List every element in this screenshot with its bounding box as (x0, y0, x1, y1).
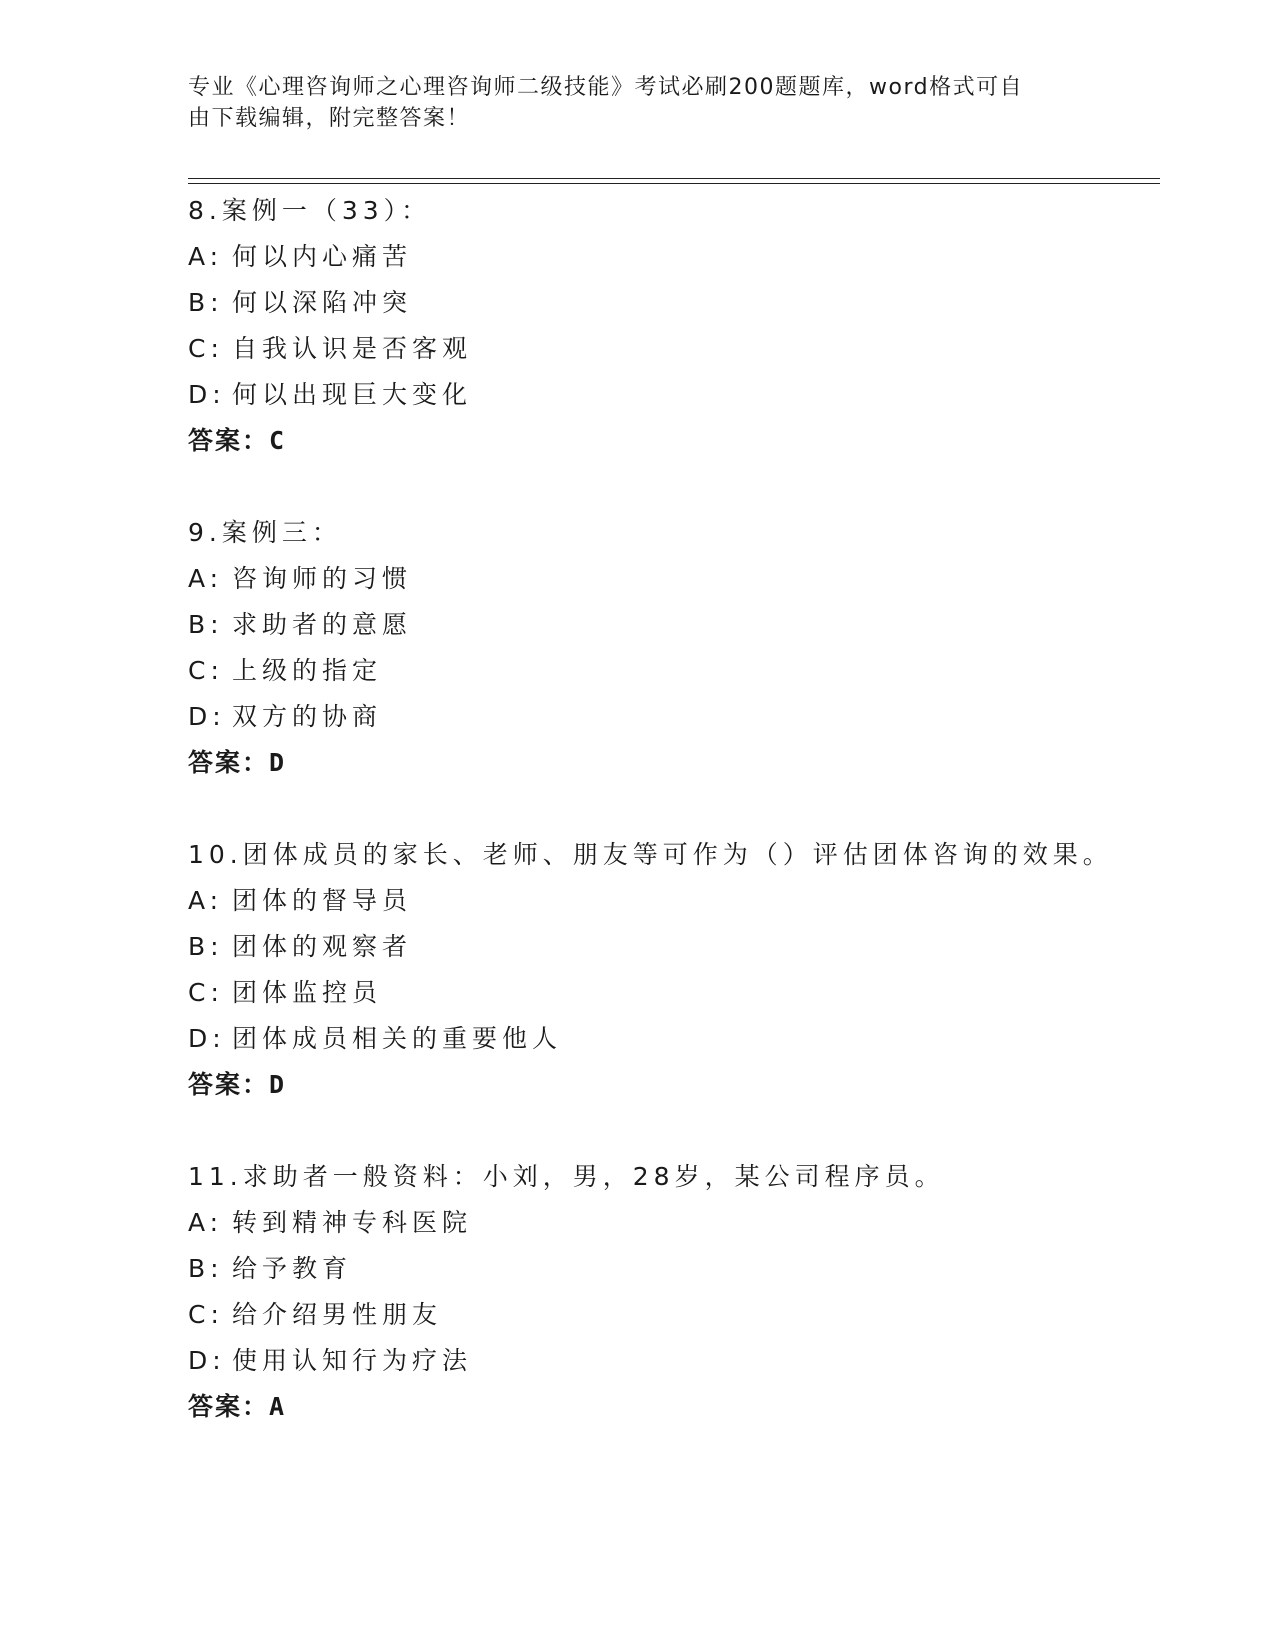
option-text: 团体的观察者 (232, 932, 413, 961)
question-stem: 10.团体成员的家长、老师、朋友等可作为（）评估团体咨询的效果。 (188, 840, 1113, 869)
question-10 (188, 832, 1160, 1108)
option-d (188, 1016, 1160, 1062)
option-letter: B: (188, 1254, 224, 1283)
option-b (188, 602, 1160, 648)
option-text: 何以出现巨大变化 (232, 380, 473, 409)
option-text: 咨询师的习惯 (232, 564, 413, 593)
option-a (188, 556, 1160, 602)
option-letter: B: (188, 610, 224, 639)
option-a (188, 878, 1160, 924)
option-text: 何以内心痛苦 (232, 242, 413, 271)
option-letter: A: (188, 564, 224, 593)
question-stem: 9.案例三： (188, 518, 342, 547)
option-letter: A: (188, 886, 224, 915)
option-text: 求助者的意愿 (232, 610, 413, 639)
option-d (188, 694, 1160, 740)
option-letter: B: (188, 288, 224, 317)
option-d (188, 372, 1160, 418)
answer-line: 答案：D (188, 748, 287, 777)
option-d (188, 1338, 1160, 1384)
option-text: 转到精神专科医院 (232, 1208, 473, 1237)
option-letter: A: (188, 242, 224, 271)
option-b (188, 1246, 1160, 1292)
option-text: 自我认识是否客观 (232, 334, 473, 363)
option-letter: C: (188, 978, 224, 1007)
question-stem: 11.求助者一般资料：小刘，男，28岁，某公司程序员。 (188, 1162, 945, 1191)
option-letter: D: (188, 380, 226, 409)
option-text: 团体监控员 (232, 978, 383, 1007)
option-text: 团体的督导员 (232, 886, 413, 915)
option-letter: C: (188, 334, 224, 363)
document-header (188, 72, 1088, 134)
question-11 (188, 1154, 1160, 1430)
option-c (188, 970, 1160, 1016)
option-a (188, 234, 1160, 280)
option-letter: C: (188, 1300, 224, 1329)
option-text: 使用认知行为疗法 (232, 1346, 473, 1375)
answer-line: 答案：A (188, 1392, 287, 1421)
question-list (188, 188, 1160, 1476)
option-a (188, 1200, 1160, 1246)
option-letter: D: (188, 1346, 226, 1375)
option-c (188, 648, 1160, 694)
option-letter: B: (188, 932, 224, 961)
option-letter: C: (188, 656, 224, 685)
option-text: 上级的指定 (232, 656, 383, 685)
question-8 (188, 188, 1160, 464)
answer-line: 答案：D (188, 1070, 287, 1099)
answer-line: 答案：C (188, 426, 287, 455)
option-c (188, 1292, 1160, 1338)
option-text: 给予教育 (232, 1254, 353, 1283)
question-stem: 8.案例一（33）： (188, 196, 432, 225)
option-text: 何以深陷冲突 (232, 288, 413, 317)
header-divider (188, 178, 1160, 184)
option-b (188, 280, 1160, 326)
question-9 (188, 510, 1160, 786)
option-text: 双方的协商 (232, 702, 383, 731)
option-text: 团体成员相关的重要他人 (232, 1024, 563, 1053)
option-c (188, 326, 1160, 372)
option-text: 给介绍男性朋友 (232, 1300, 443, 1329)
option-letter: D: (188, 1024, 226, 1053)
option-letter: D: (188, 702, 226, 731)
option-letter: A: (188, 1208, 224, 1237)
header-line-2: 由下载编辑，附完整答案！ (188, 106, 471, 131)
option-b (188, 924, 1160, 970)
header-line-1: 专业《心理咨询师之心理咨询师二级技能》考试必刷200题题库，word格式可自 (188, 75, 1024, 100)
